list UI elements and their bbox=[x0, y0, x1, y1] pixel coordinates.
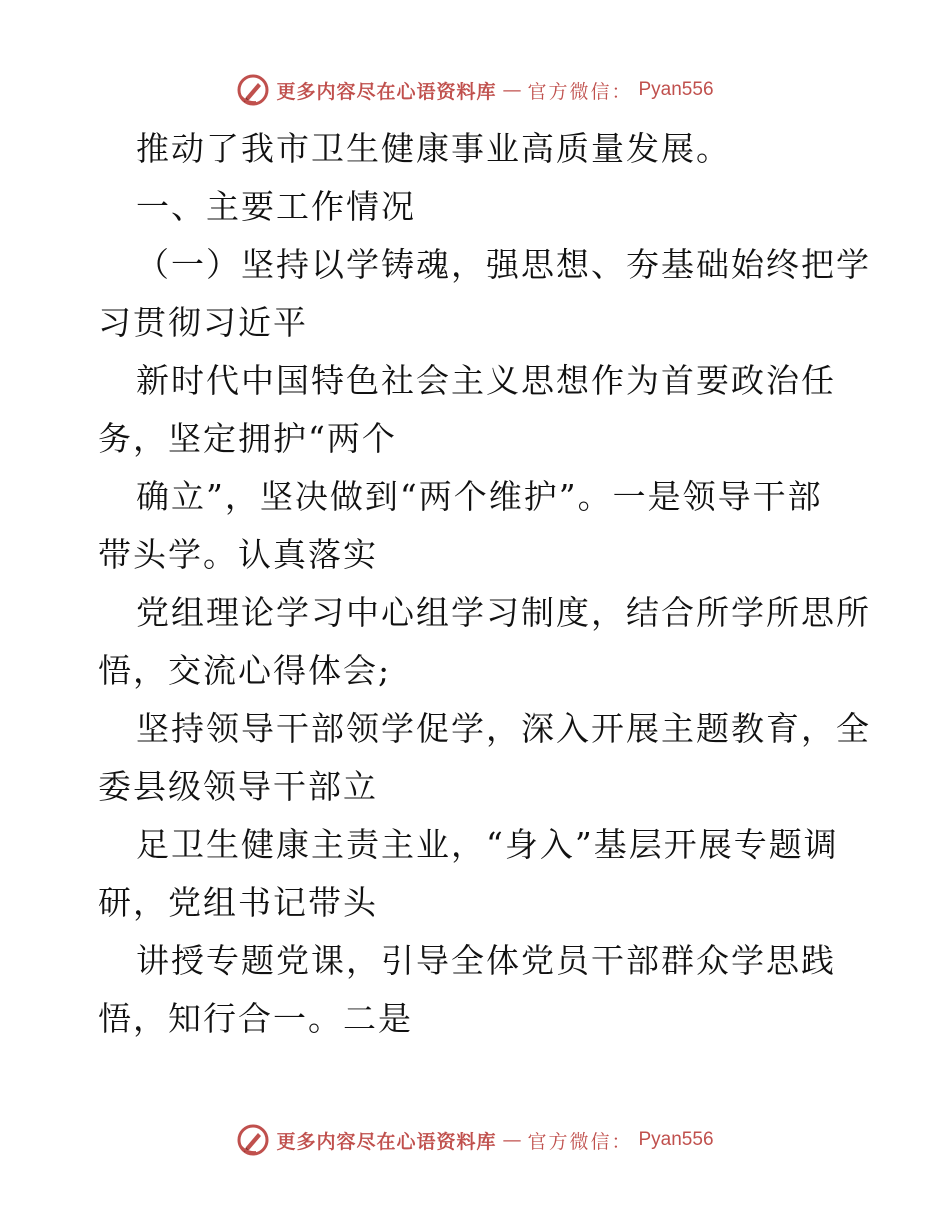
watermark-brand: 更多内容尽在心语资料库 bbox=[276, 80, 497, 103]
watermark-separator: — bbox=[502, 79, 522, 101]
text-line: 委县级领导干部立 bbox=[98, 767, 378, 806]
watermark-wechat-id: Pyan556 bbox=[638, 1129, 714, 1150]
text-line: 习贯彻习近平 bbox=[98, 303, 308, 342]
footer-watermark bbox=[0, 1120, 950, 1160]
text-line: 务，坚定拥护“两个 bbox=[98, 419, 397, 458]
pen-logo-icon bbox=[236, 73, 270, 107]
text-line: 讲授专题党课，引导全体党员干部群众学思践 bbox=[136, 941, 836, 980]
header-watermark bbox=[0, 70, 950, 110]
text-line: 推动了我市卫生健康事业高质量发展。 bbox=[136, 129, 731, 168]
text-line: 研，党组书记带头 bbox=[98, 883, 378, 922]
text-line: 悟，知行合一。二是 bbox=[98, 999, 413, 1038]
watermark-wechat-label: 官方微信： bbox=[527, 1130, 633, 1153]
document-body bbox=[98, 120, 871, 1048]
text-line: 足卫生健康主责主业，“身入”基层开展专题调 bbox=[136, 825, 839, 864]
watermark-wechat-label: 官方微信： bbox=[527, 80, 633, 103]
section-heading: 一、主要工作情况 bbox=[136, 187, 416, 226]
watermark-wechat-id: Pyan556 bbox=[638, 79, 714, 100]
watermark-separator: — bbox=[502, 1129, 522, 1151]
text-line: （一）坚持以学铸魂，强思想、夯基础始终把学 bbox=[136, 245, 871, 284]
text-line: 坚持领导干部领学促学，深入开展主题教育，全 bbox=[136, 709, 871, 748]
text-line: 新时代中国特色社会主义思想作为首要政治任 bbox=[136, 361, 836, 400]
text-line: 确立”，坚决做到“两个维护”。一是领导干部 bbox=[136, 477, 823, 516]
pen-logo-icon bbox=[236, 1123, 270, 1157]
watermark-brand: 更多内容尽在心语资料库 bbox=[276, 1130, 497, 1153]
text-line: 悟，交流心得体会; bbox=[98, 651, 392, 690]
text-line: 带头学。认真落实 bbox=[98, 535, 378, 574]
text-line: 党组理论学习中心组学习制度，结合所学所思所 bbox=[136, 593, 871, 632]
